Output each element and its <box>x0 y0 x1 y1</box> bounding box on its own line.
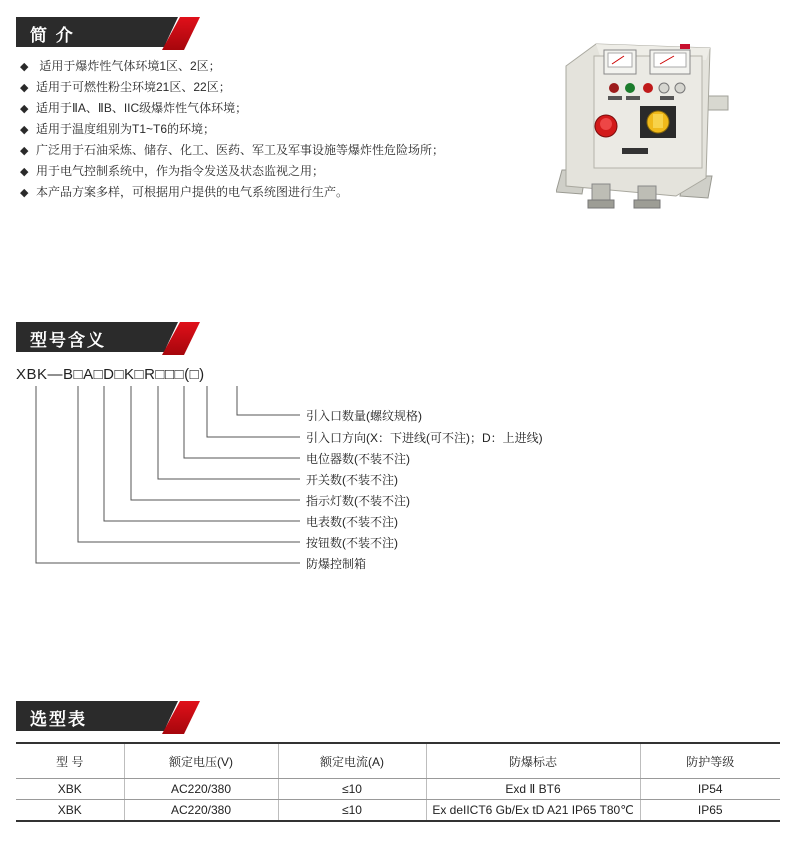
header-model: 型 号 <box>16 743 124 779</box>
model-section-title: 型号含义 <box>30 331 106 350</box>
selection-table <box>16 742 780 822</box>
header-ex-marking: 防爆标志 <box>426 743 640 779</box>
def-entry-direction: 引入口方向(X：下进线(可不注)；D：上进线) <box>306 431 543 445</box>
diamond-bullet-icon: ◆ <box>20 61 29 73</box>
intro-item: ◆ 本产品方案多样，可根据用户提供的电气系统图进行生产。 <box>20 182 444 203</box>
def-meter: 电表数(不装不注) <box>306 515 398 529</box>
table-row: XBK AC220/380 ≤10 Exd Ⅱ BT6 IP54 <box>16 779 780 800</box>
diamond-bullet-icon: ◆ <box>20 187 29 199</box>
intro-item: ◆ 适用于爆炸性气体环境1区、2区； <box>20 56 444 77</box>
selection-section-title: 选型表 <box>30 710 87 729</box>
def-indicator: 指示灯数(不装不注) <box>306 494 410 508</box>
table-row: XBK AC220/380 ≤10 Ex deIICT6 Gb/Ex tD A21 IP65 T80℃ IP65 <box>16 800 780 822</box>
diamond-bullet-icon: ◆ <box>20 145 29 157</box>
def-switch: 开关数(不装不注) <box>306 473 398 487</box>
diamond-bullet-icon: ◆ <box>20 166 29 178</box>
intro-item: ◆ 用于电气控制系统中，作为指令发送及状态监视之用； <box>20 161 444 182</box>
intro-item: ◆ 适用于可燃性粉尘环境21区、22区； <box>20 77 444 98</box>
header-protection: 防护等级 <box>640 743 780 779</box>
diamond-bullet-icon: ◆ <box>20 124 29 136</box>
header-voltage: 额定电压(V) <box>124 743 278 779</box>
def-potentiometer: 电位器数(不装不注) <box>306 452 410 466</box>
header-current: 额定电流(A) <box>278 743 426 779</box>
def-box: 防爆控制箱 <box>306 557 367 571</box>
intro-item: ◆ 适用于温度组别为T1~T6的环境； <box>20 119 444 140</box>
def-entry-quantity: 引入口数量(螺纹规格) <box>306 409 422 423</box>
diamond-bullet-icon: ◆ <box>20 103 29 115</box>
diamond-bullet-icon: ◆ <box>20 82 29 94</box>
def-button: 按钮数(不装不注) <box>306 536 398 550</box>
intro-item: ◆ 广泛用于石油采炼、储存、化工、医药、军工及军事设施等爆炸性危险场所； <box>20 140 444 161</box>
model-code: XBK—B□A□D□K□R□□□(□) <box>16 366 205 383</box>
intro-section-title: 简 介 <box>30 26 75 45</box>
table-header-row <box>16 743 780 779</box>
intro-item: ◆ 适用于ⅡA、ⅡB、IIC级爆炸性气体环境； <box>20 98 444 119</box>
selection-section-header <box>16 701 196 734</box>
